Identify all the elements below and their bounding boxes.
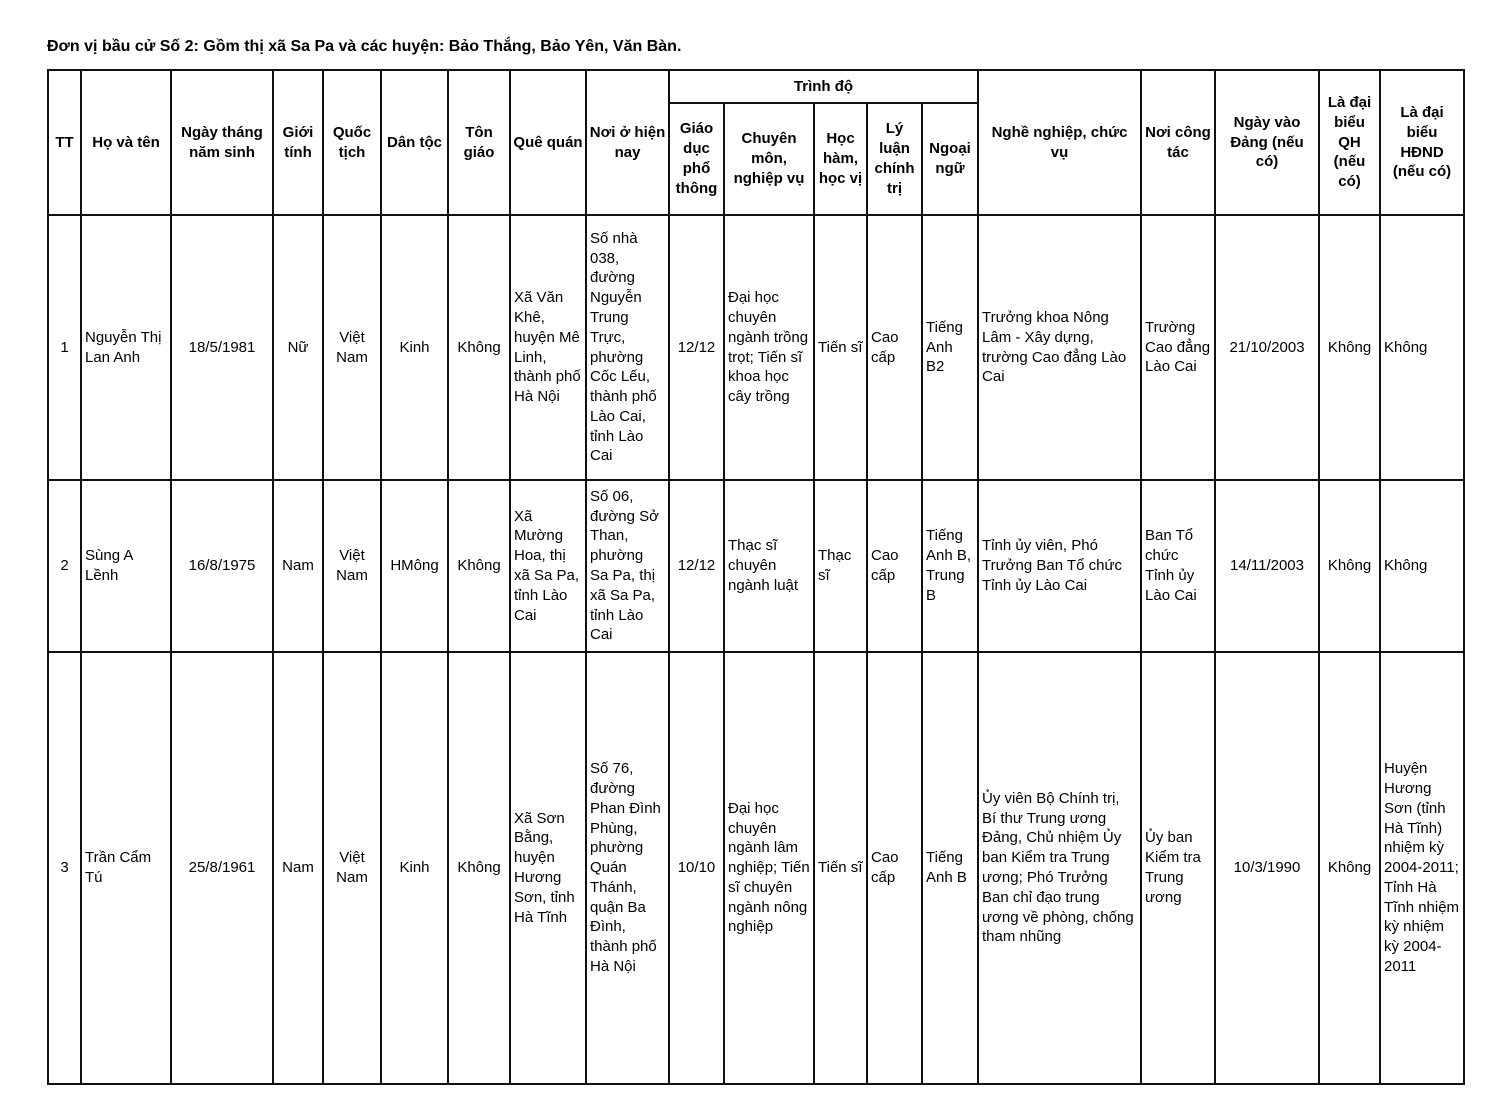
candidates-table — [47, 69, 1465, 1085]
col-header-foreign-language: Ngoại ngữ — [922, 103, 978, 215]
col-header-name: Họ và tên — [81, 70, 171, 215]
cell-residence: Số 76, đường Phan Đình Phùng, phường Quán Thánh, quận Ba Đình, thành phố Hà Nội — [586, 652, 669, 1084]
cell-residence: Số nhà 038, đường Nguyễn Trung Trực, phường Cốc Lếu, thành phố Lào Cai, tỉnh Lào Cai — [586, 215, 669, 480]
cell-tt: 3 — [48, 652, 81, 1084]
cell-hometown: Xã Sơn Bằng, huyện Hương Sơn, tỉnh Hà Tĩnh — [510, 652, 586, 1084]
cell-name: Sùng A Lềnh — [81, 480, 171, 652]
cell-party-date: 10/3/1990 — [1215, 652, 1319, 1084]
cell-occupation: Tỉnh ủy viên, Phó Trưởng Ban Tổ chức Tỉnh ủy Lào Cai — [978, 480, 1141, 652]
cell-gender: Nam — [273, 480, 323, 652]
col-header-academic: Học hàm, học vị — [814, 103, 867, 215]
cell-professional: Đại học chuyên ngành lâm nghiệp; Tiến sĩ chuyên ngành nông nghiệp — [724, 652, 814, 1084]
cell-general-education: 12/12 — [669, 215, 724, 480]
col-header-ethnicity: Dân tộc — [381, 70, 448, 215]
cell-general-education: 10/10 — [669, 652, 724, 1084]
cell-gender: Nữ — [273, 215, 323, 480]
cell-academic: Tiến sĩ — [814, 652, 867, 1084]
col-header-residence: Nơi ở hiện nay — [586, 70, 669, 215]
col-header-religion: Tôn giáo — [448, 70, 510, 215]
col-header-workplace: Nơi công tác — [1141, 70, 1215, 215]
col-header-general-education: Giáo dục phổ thông — [669, 103, 724, 215]
cell-foreign-language: Tiếng Anh B, Trung B — [922, 480, 978, 652]
col-header-tt: TT — [48, 70, 81, 215]
table-row — [48, 215, 1464, 480]
cell-political-theory: Cao cấp — [867, 215, 922, 480]
cell-religion: Không — [448, 652, 510, 1084]
cell-workplace: Trường Cao đẳng Lào Cai — [1141, 215, 1215, 480]
cell-occupation: Trưởng khoa Nông Lâm - Xây dựng, trường Cao đẳng Lào Cai — [978, 215, 1141, 480]
cell-party-date: 21/10/2003 — [1215, 215, 1319, 480]
page-title: Đơn vị bầu cử Số 2: Gồm thị xã Sa Pa và các huyện: Bảo Thắng, Bảo Yên, Văn Bàn. — [47, 38, 682, 55]
cell-name: Trần Cẩm Tú — [81, 652, 171, 1084]
col-header-qualification-group: Trình độ — [669, 70, 978, 103]
cell-dob: 25/8/1961 — [171, 652, 273, 1084]
cell-ethnicity: Kinh — [381, 215, 448, 480]
cell-gender: Nam — [273, 652, 323, 1084]
cell-council-deputy: Huyện Hương Sơn (tỉnh Hà Tĩnh) nhiệm kỳ 2004-2011; Tỉnh Hà Tĩnh nhiệm kỳ nhiệm kỳ 2004-2011 — [1380, 652, 1464, 1084]
cell-council-deputy: Không — [1380, 215, 1464, 480]
cell-hometown: Xã Văn Khê, huyện Mê Linh, thành phố Hà Nội — [510, 215, 586, 480]
cell-dob: 16/8/1975 — [171, 480, 273, 652]
col-header-professional: Chuyên môn, nghiệp vụ — [724, 103, 814, 215]
col-header-hometown: Quê quán — [510, 70, 586, 215]
cell-general-education: 12/12 — [669, 480, 724, 652]
cell-name: Nguyễn Thị Lan Anh — [81, 215, 171, 480]
col-header-na-deputy: Là đại biểu QH (nếu có) — [1319, 70, 1380, 215]
col-header-party-date: Ngày vào Đảng (nếu có) — [1215, 70, 1319, 215]
col-header-occupation: Nghề nghiệp, chức vụ — [978, 70, 1141, 215]
cell-party-date: 14/11/2003 — [1215, 480, 1319, 652]
cell-workplace: Ban Tổ chức Tỉnh ủy Lào Cai — [1141, 480, 1215, 652]
cell-dob: 18/5/1981 — [171, 215, 273, 480]
col-header-council-deputy: Là đại biểu HĐND (nếu có) — [1380, 70, 1464, 215]
cell-religion: Không — [448, 480, 510, 652]
cell-tt: 2 — [48, 480, 81, 652]
cell-tt: 1 — [48, 215, 81, 480]
cell-residence: Số 06, đường Sở Than, phường Sa Pa, thị xã Sa Pa, tỉnh Lào Cai — [586, 480, 669, 652]
table-row — [48, 480, 1464, 652]
cell-occupation: Ủy viên Bộ Chính trị, Bí thư Trung ương Đảng, Chủ nhiệm Ủy ban Kiểm tra Trung ương; Phó Trưởng Ban chỉ đạo trung ương về phòng, chống tham nhũng — [978, 652, 1141, 1084]
col-header-political-theory: Lý luận chính trị — [867, 103, 922, 215]
cell-professional: Đại học chuyên ngành trồng trọt; Tiến sĩ khoa học cây trồng — [724, 215, 814, 480]
cell-nationality: Việt Nam — [323, 652, 381, 1084]
cell-hometown: Xã Mường Hoa, thị xã Sa Pa, tỉnh Lào Cai — [510, 480, 586, 652]
cell-na-deputy: Không — [1319, 652, 1380, 1084]
table-row — [48, 652, 1464, 1084]
col-header-dob: Ngày tháng năm sinh — [171, 70, 273, 215]
cell-foreign-language: Tiếng Anh B — [922, 652, 978, 1084]
cell-workplace: Ủy ban Kiểm tra Trung ương — [1141, 652, 1215, 1084]
cell-religion: Không — [448, 215, 510, 480]
col-header-gender: Giới tính — [273, 70, 323, 215]
cell-nationality: Việt Nam — [323, 215, 381, 480]
cell-council-deputy: Không — [1380, 480, 1464, 652]
cell-political-theory: Cao cấp — [867, 652, 922, 1084]
cell-na-deputy: Không — [1319, 215, 1380, 480]
cell-academic: Tiến sĩ — [814, 215, 867, 480]
col-header-nationality: Quốc tịch — [323, 70, 381, 215]
cell-ethnicity: HMông — [381, 480, 448, 652]
cell-na-deputy: Không — [1319, 480, 1380, 652]
cell-academic: Thạc sĩ — [814, 480, 867, 652]
cell-nationality: Việt Nam — [323, 480, 381, 652]
cell-professional: Thạc sĩ chuyên ngành luật — [724, 480, 814, 652]
cell-ethnicity: Kinh — [381, 652, 448, 1084]
cell-foreign-language: Tiếng Anh B2 — [922, 215, 978, 480]
cell-political-theory: Cao cấp — [867, 480, 922, 652]
